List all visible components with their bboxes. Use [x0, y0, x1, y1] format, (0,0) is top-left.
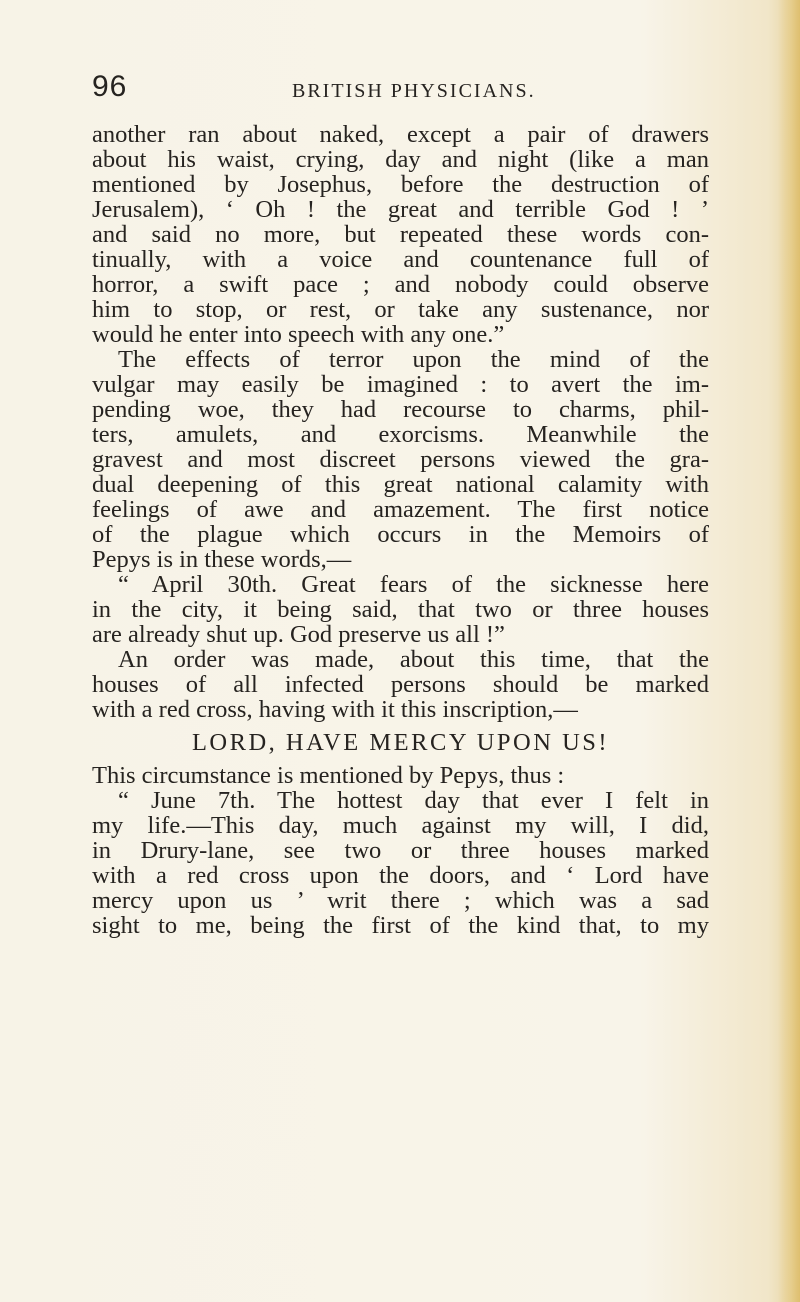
- text-line: This circumstance is mentioned by Pepys, thus :: [92, 763, 565, 788]
- text-line: Jerusalem), ‘ Oh ! the great and terrible God ! ’: [92, 197, 709, 222]
- text-line: tinually, with a voice and countenance full of: [92, 247, 709, 272]
- page-header: [92, 70, 712, 110]
- text-line: “ April 30th. Great fears of the sicknesse here: [118, 572, 709, 597]
- page-edge-shading: [778, 0, 800, 1302]
- text-line: gravest and most discreet persons viewed the gra-: [92, 447, 709, 472]
- text-line: vulgar may easily be imagined : to avert the im-: [92, 372, 709, 397]
- text-line: An order was made, about this time, that the: [118, 647, 709, 672]
- text-line: of the plague which occurs in the Memoirs of: [92, 522, 709, 547]
- text-line: The effects of terror upon the mind of the: [118, 347, 709, 372]
- page-number: 96: [92, 70, 128, 103]
- text-line: him to stop, or rest, or take any sustenance, nor: [92, 297, 709, 322]
- text-line: are already shut up. God preserve us all !”: [92, 622, 505, 647]
- text-line: feelings of awe and amazement. The first notice: [92, 497, 709, 522]
- text-line: sight to me, being the first of the kind that, to my: [92, 913, 709, 938]
- text-line: pending woe, they had recourse to charms, phil-: [92, 397, 709, 422]
- text-line: about his waist, crying, day and night (like a man: [92, 147, 709, 172]
- text-line: mercy upon us ’ writ there ; which was a sad: [92, 888, 709, 913]
- text-line: with a red cross upon the doors, and ‘ Lord have: [92, 863, 709, 888]
- text-line: mentioned by Josephus, before the destruction of: [92, 172, 709, 197]
- text-line: ters, amulets, and exorcisms. Meanwhile the: [92, 422, 709, 447]
- body-text: [92, 122, 709, 938]
- text-line: dual deepening of this great national calamity with: [92, 472, 709, 497]
- text-line: would he enter into speech with any one.”: [92, 322, 505, 347]
- text-line: with a red cross, having with it this inscription,—: [92, 697, 578, 722]
- text-line: houses of all infected persons should be marked: [92, 672, 709, 697]
- text-line: and said no more, but repeated these words con-: [92, 222, 709, 247]
- running-head: BRITISH PHYSICIANS.: [292, 80, 536, 102]
- inscription: LORD, HAVE MERCY UPON US!: [191, 730, 610, 755]
- text-line: another ran about naked, except a pair of drawers: [92, 122, 709, 147]
- text-line: in the city, it being said, that two or three houses: [92, 597, 709, 622]
- text-line: my life.—This day, much against my will, I did,: [92, 813, 709, 838]
- text-line: horror, a swift pace ; and nobody could observe: [92, 272, 709, 297]
- text-line: Pepys is in these words,—: [92, 547, 352, 572]
- text-line: in Drury-lane, see two or three houses marked: [92, 838, 709, 863]
- text-line: “ June 7th. The hottest day that ever I felt in: [118, 788, 709, 813]
